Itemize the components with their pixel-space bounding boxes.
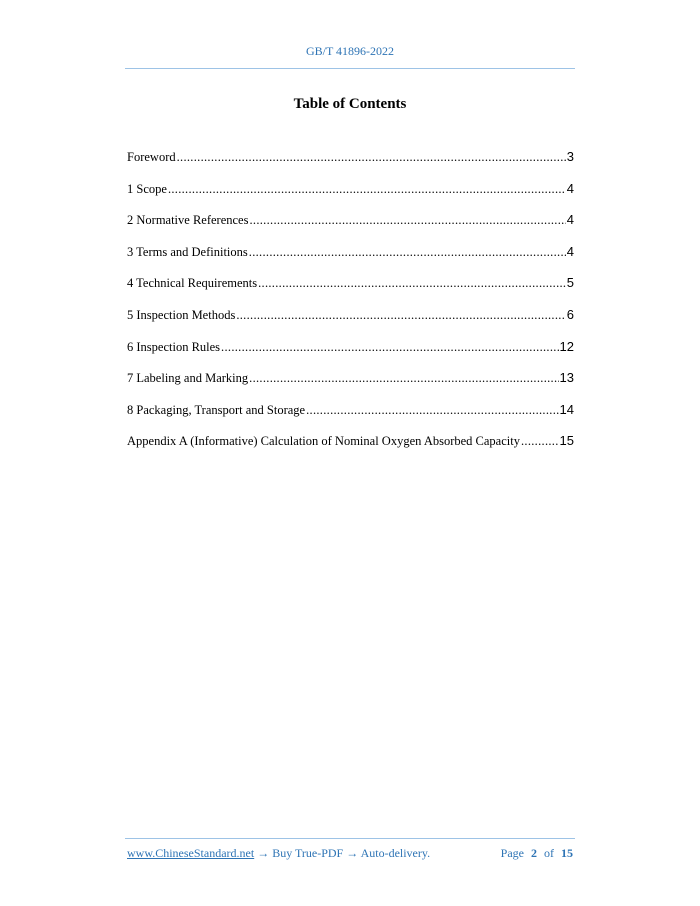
- toc-entry-label: 7 Labeling and Marking: [127, 371, 249, 386]
- toc-entry-page: 4: [566, 180, 574, 196]
- toc-entry-page: 6: [566, 306, 574, 322]
- toc-entry-label: 8 Packaging, Transport and Storage: [127, 402, 306, 417]
- dot-leader: [236, 308, 565, 323]
- toc-entry-normative-references[interactable]: [127, 212, 574, 244]
- footer-promo: [127, 846, 430, 861]
- footer-divider: [125, 838, 575, 839]
- toc-entry-label: 1 Scope: [127, 181, 167, 196]
- total-pages-number: 15: [561, 846, 573, 860]
- dot-leader: [249, 371, 558, 386]
- header-divider: [125, 68, 575, 69]
- dot-leader: [306, 403, 558, 418]
- toc-entry-labeling-and-marking[interactable]: [127, 370, 574, 402]
- toc-entry-foreword[interactable]: [127, 149, 574, 181]
- page-counter: [501, 846, 573, 861]
- toc-entry-page: 3: [566, 149, 574, 164]
- table-of-contents: [127, 149, 574, 465]
- toc-entry-inspection-methods[interactable]: [127, 307, 574, 339]
- toc-entry-inspection-rules[interactable]: [127, 339, 574, 371]
- toc-entry-page: 15: [559, 433, 574, 449]
- toc-entry-page: 4: [566, 243, 574, 259]
- dot-leader: [521, 434, 559, 449]
- page-label: Page: [500, 846, 524, 860]
- running-header: [0, 44, 700, 59]
- dot-leader: [249, 213, 565, 228]
- running-footer: [127, 846, 573, 861]
- toc-entry-label: 6 Inspection Rules: [127, 339, 221, 354]
- toc-entry-label: 2 Normative References: [127, 213, 249, 228]
- toc-entry-label: Appendix A (Informative) Calculation of Nominal Oxygen Absorbed Capacity: [127, 434, 520, 449]
- dot-leader: [177, 150, 566, 165]
- toc-entry-technical-requirements[interactable]: [127, 275, 574, 307]
- current-page-number: 2: [531, 846, 537, 860]
- dot-leader: [258, 276, 566, 291]
- toc-entry-label: Foreword: [127, 150, 176, 164]
- of-label: of: [544, 846, 554, 860]
- toc-entry-scope[interactable]: [127, 181, 574, 213]
- document-id: GB/T 41896-2022: [305, 44, 395, 58]
- toc-entry-page: 12: [559, 338, 574, 354]
- toc-entry-label: 5 Inspection Methods: [127, 307, 236, 322]
- page-title: Table of Contents: [293, 96, 407, 112]
- dot-leader: [249, 245, 566, 260]
- toc-entry-label: 4 Technical Requirements: [127, 276, 258, 291]
- website-link[interactable]: www.ChineseStandard.net: [127, 846, 255, 860]
- toc-entry-terms-and-definitions[interactable]: [127, 244, 574, 276]
- toc-entry-page: 5: [566, 275, 574, 291]
- dot-leader: [221, 340, 558, 355]
- toc-entry-packaging-transport-storage[interactable]: [127, 402, 574, 434]
- toc-entry-page: 14: [559, 401, 574, 417]
- toc-entry-page: 13: [559, 370, 574, 386]
- dot-leader: [168, 182, 566, 197]
- buy-pdf-text: → Buy True-PDF → Auto-delivery.: [257, 846, 431, 860]
- toc-entry-appendix-a[interactable]: [127, 433, 574, 465]
- toc-entry-page: 4: [566, 212, 574, 228]
- toc-entry-label: 3 Terms and Definitions: [127, 244, 248, 259]
